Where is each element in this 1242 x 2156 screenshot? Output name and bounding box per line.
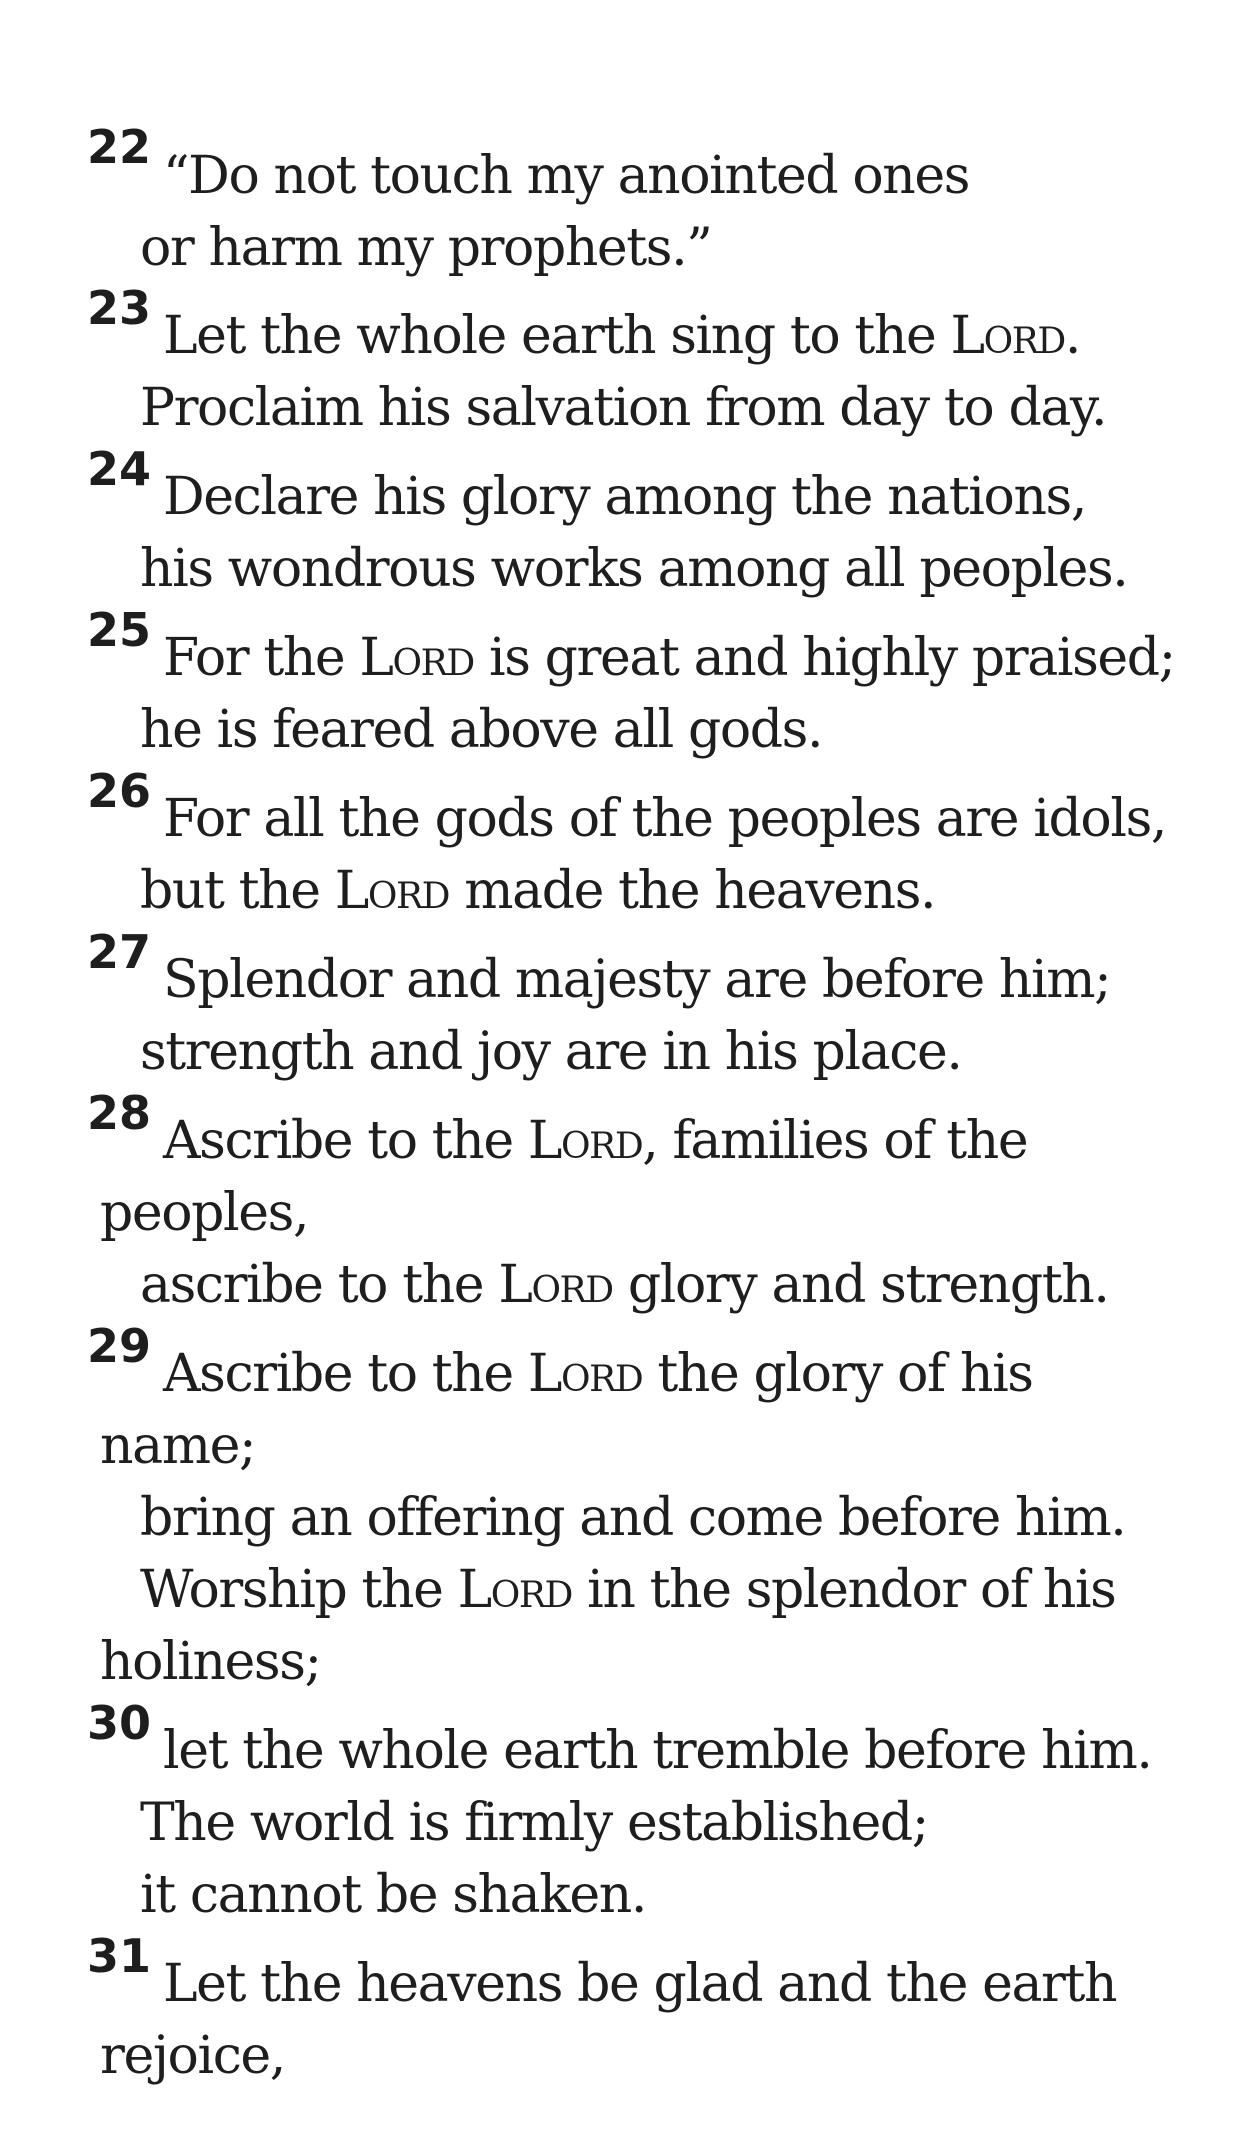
verse-line: bring an offering and come before him. <box>140 1488 1126 1548</box>
verse-number: 25 <box>87 603 152 657</box>
divine-name: Lord <box>498 1255 613 1315</box>
verse-line: Ascribe to the Lord the glory of his <box>163 1344 1033 1404</box>
verse-line: let the whole earth tremble before him. <box>163 1721 1152 1781</box>
divine-name: Lord <box>950 306 1065 366</box>
verse-line: he is feared above all gods. <box>140 700 823 760</box>
divine-name: Lord <box>527 1111 643 1171</box>
verse-line: or harm my prophets.” <box>140 218 712 278</box>
verse-line: Splendor and majesty are before him; <box>163 950 1111 1010</box>
verse-line: Worship the Lord in the splendor of his <box>140 1560 1116 1620</box>
verse-line: The world is firmly established; <box>140 1793 928 1853</box>
divine-name: Lord <box>457 1560 573 1620</box>
verse-line: Ascribe to the Lord, families of the <box>163 1111 1028 1171</box>
verse-line: but the Lord made the heavens. <box>140 861 936 921</box>
verse-number: 27 <box>87 925 152 979</box>
verse-line: strength and joy are in his place. <box>140 1022 962 1082</box>
verse-line: Proclaim his salvation from day to day. <box>140 378 1107 438</box>
verse-line: Let the whole earth sing to the Lord. <box>163 306 1081 366</box>
verse-number: 22 <box>87 120 152 174</box>
verse-line: ascribe to the Lord glory and strength. <box>140 1255 1109 1315</box>
verse-number: 24 <box>87 442 152 496</box>
verse-line: holiness; <box>100 1632 321 1692</box>
verse-line: Let the heavens be glad and the earth <box>163 1954 1117 2014</box>
verse-line: “Do not touch my anointed ones <box>163 146 970 206</box>
verse-number: 31 <box>87 1929 152 1983</box>
verse-line: Declare his glory among the nations, <box>163 467 1086 527</box>
verse-number: 29 <box>87 1319 152 1373</box>
divine-name: Lord <box>527 1344 643 1404</box>
verse-line: it cannot be shaken. <box>140 1865 646 1925</box>
verse-number: 28 <box>87 1086 152 1140</box>
verse-number: 23 <box>87 281 152 335</box>
verse-number: 30 <box>87 1696 152 1750</box>
verse-line: For all the gods of the peoples are idols, <box>163 789 1166 849</box>
verse-line: peoples, <box>100 1183 309 1243</box>
divine-name: Lord <box>359 628 474 688</box>
verse-line: name; <box>100 1416 256 1476</box>
verse-line: rejoice, <box>100 2026 285 2086</box>
divine-name: Lord <box>334 861 450 921</box>
verse-line: For the Lord is great and highly praised; <box>163 628 1175 688</box>
verse-number: 26 <box>87 764 152 818</box>
verse-line: his wondrous works among all peoples. <box>140 539 1128 599</box>
